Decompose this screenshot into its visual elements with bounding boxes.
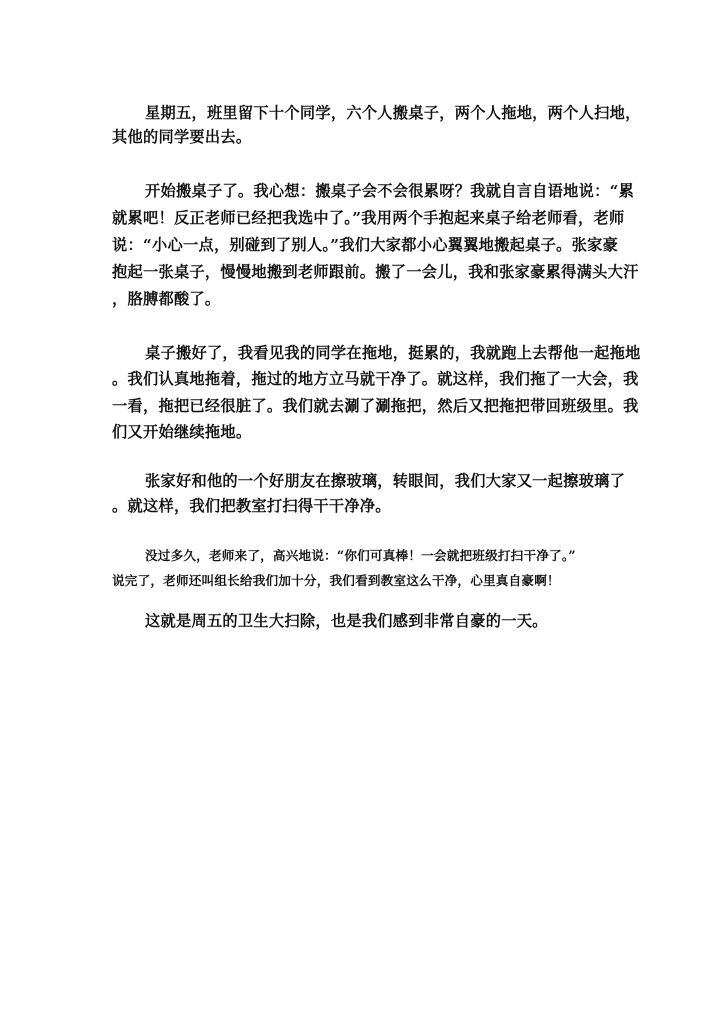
- paragraph-3-line-3: 一看，拖把已经很脏了。我们就去涮了涮拖把，然后又把拖把带回班级里。我: [112, 397, 639, 415]
- paragraph-5-line-2: 说完了，老师还叫组长给我们加十分，我们看到教室这么干净，心里真自豪啊！: [112, 573, 560, 588]
- paragraph-3-line-4: 们又开始继续拖地。: [112, 423, 252, 441]
- paragraph-2-line-1: 开始搬桌子了。我心想：搬桌子会不会很累呀？我就自言自语地说：“累: [145, 182, 635, 200]
- paragraph-2-line-5: ，胳膊都酸了。: [112, 290, 221, 308]
- paragraph-4-line-1: 张家好和他的一个好朋友在擦玻璃，转眼间，我们大家又一起擦玻璃了: [145, 472, 626, 490]
- paragraph-5-line-1: 没过多久，老师来了，高兴地说：“你们可真棒！一会就把班级打扫干净了。”: [145, 548, 576, 563]
- paragraph-6-line-1: 这就是周五的卫生大扫除，也是我们感到非常自豪的一天。: [145, 612, 548, 630]
- paragraph-1-line-1: 星期五，班里留下十个同学，六个人搬桌子，两个人拖地，两个人扫地，: [145, 104, 641, 122]
- paragraph-3-line-2: 。我们认真地拖着，拖过的地方立马就干净了。就这样，我们拖了一大会，我: [112, 370, 639, 388]
- paragraph-1-line-2: 其他的同学要出去。: [112, 128, 252, 146]
- paragraph-3-line-1: 桌子搬好了，我看见我的同学在拖地，挺累的，我就跑上去帮他一起拖地: [145, 344, 641, 362]
- paragraph-2-line-4: 抱起一张桌子，慢慢地搬到老师跟前。搬了一会儿，我和张家豪累得满头大汗: [112, 263, 639, 281]
- paragraph-2-line-2: 就累吧！反正老师已经把我选中了。”我用两个手抱起来桌子给老师看，老师: [112, 209, 625, 227]
- paragraph-4-line-2: 。就这样，我们把教室打扫得干干净净。: [112, 497, 391, 515]
- paragraph-2-line-3: 说：“小心一点，别碰到了别人。”我们大家都小心翼翼地搬起桌子。张家豪: [112, 236, 619, 254]
